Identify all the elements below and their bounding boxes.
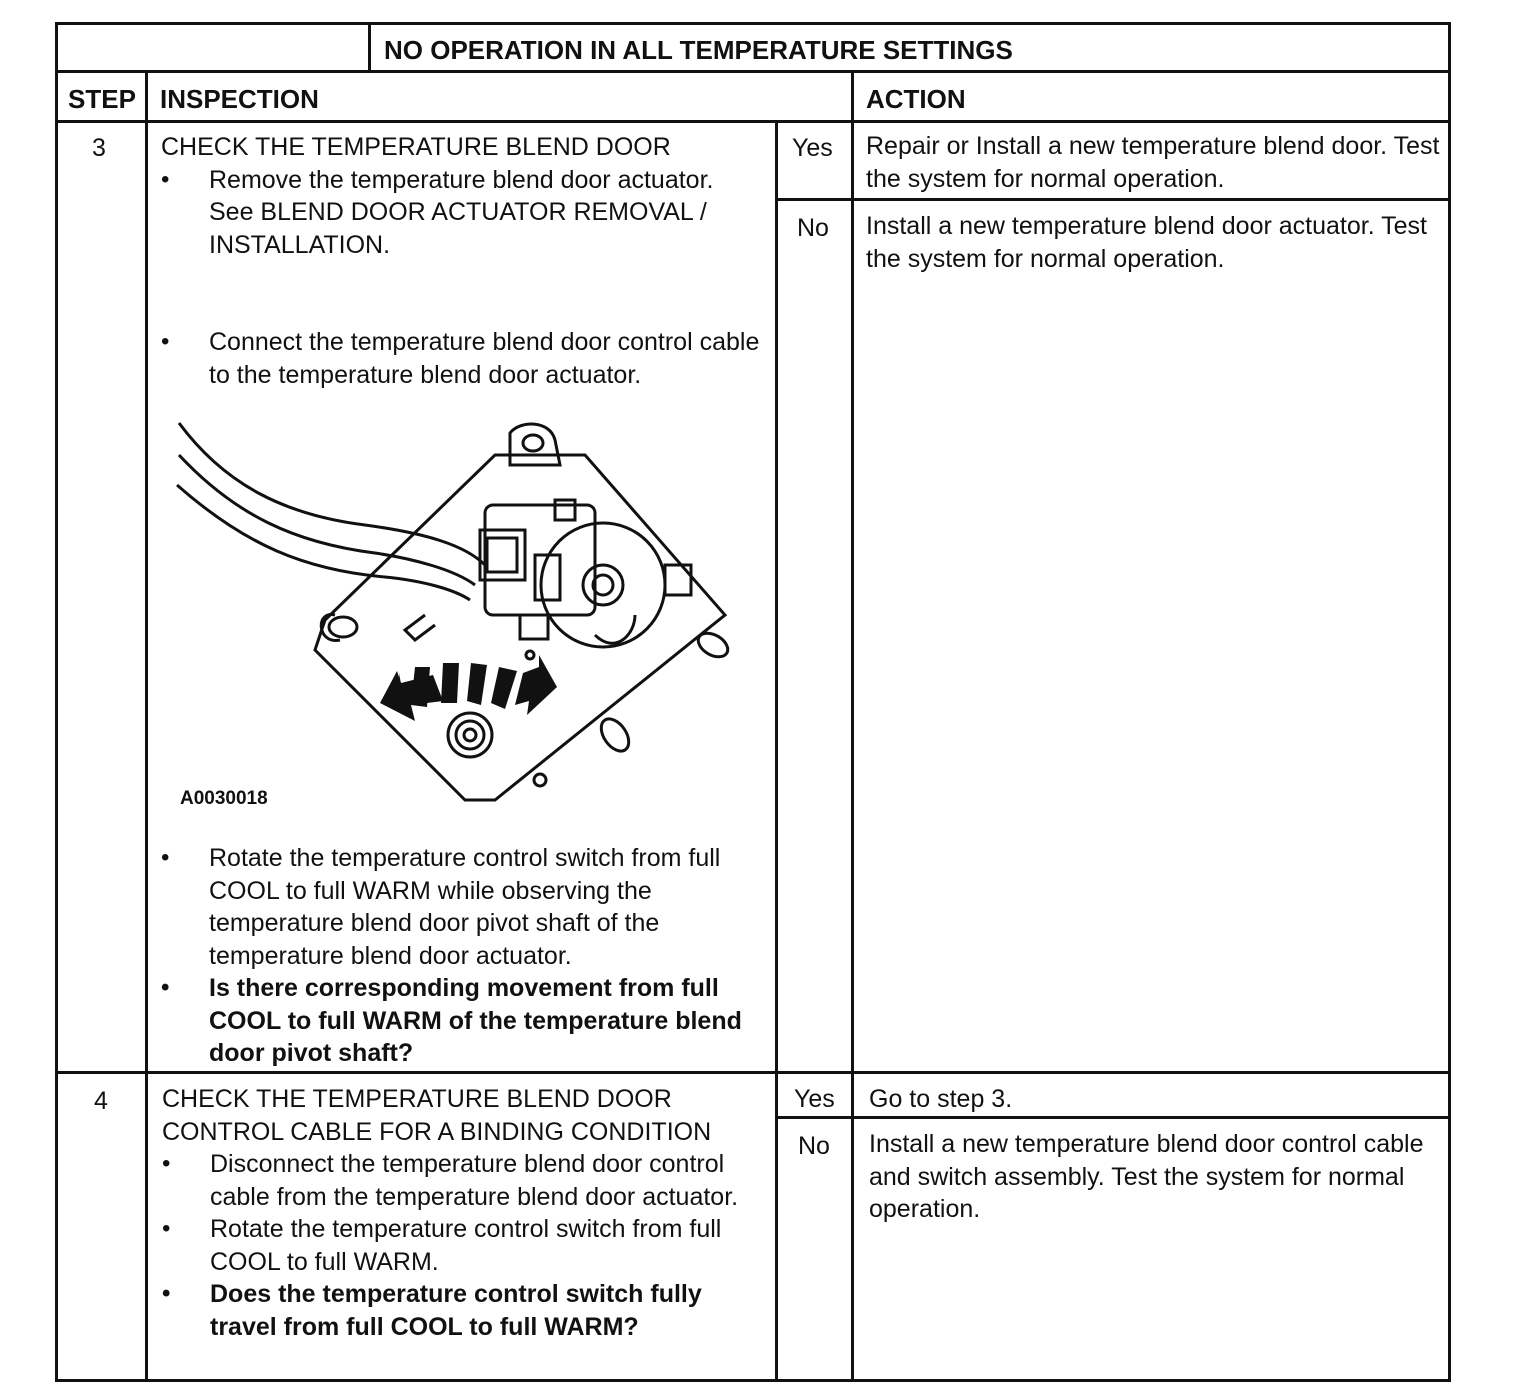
step-header: STEP — [68, 84, 136, 114]
bullet-list — [161, 164, 767, 392]
yes-action: Go to step 3. — [869, 1085, 1013, 1113]
action-column-rule — [851, 70, 854, 1382]
step-heading: CHECK THE TEMPERATURE BLEND DOOR CONTROL CABLE FOR A BINDING CONDITION — [162, 1085, 712, 1146]
yes-no-column-rule — [775, 120, 778, 1382]
step-inspection — [161, 131, 767, 391]
inspection-question: • Is there corresponding movement from full COOL to full WARM of the temperature blend door pivot shaft? — [161, 972, 767, 1070]
table-title: NO OPERATION IN ALL TEMPERATURE SETTINGS — [384, 35, 1013, 65]
blend-door-actuator-illustration — [165, 405, 765, 825]
rotation-arrow-icon — [380, 655, 557, 721]
step4-yes-rule — [775, 1116, 1451, 1119]
title-divider — [368, 22, 371, 72]
figure-label: A0030018 — [180, 788, 268, 809]
no-action: Install a new temperature blend door control cable and switch assembly. Test the system for normal operation. — [869, 1130, 1424, 1223]
bullet-list — [162, 1148, 772, 1343]
no-label: No — [798, 1132, 830, 1160]
step-inspection — [162, 1083, 772, 1343]
step-number: 3 — [92, 134, 106, 162]
action-header: ACTION — [866, 84, 966, 114]
step-column-rule — [145, 70, 148, 1382]
step-number: 4 — [94, 1087, 108, 1115]
yes-label: Yes — [794, 1085, 835, 1113]
title-rule — [55, 70, 1451, 73]
actuator-body-icon — [315, 424, 732, 800]
bullet-item: • Connect the temperature blend door control cable to the temperature blend door actuator. — [161, 326, 767, 391]
no-label: No — [797, 214, 829, 242]
bullet-item: • Rotate the temperature control switch from full COOL to full WARM while observing the temperature blend door pivot shaft of the temperature blend door actuator. — [161, 842, 767, 972]
no-action: Install a new temperature blend door actuator. Test the system for normal operation. — [866, 212, 1427, 273]
yes-action: Repair or Install a new temperature blend door. Test the system for normal operation. — [866, 132, 1440, 193]
step-row-rule — [55, 1071, 1451, 1074]
bullet-item: • Disconnect the temperature blend door control cable from the temperature blend door actuator. — [162, 1148, 772, 1213]
step3-yes-rule — [775, 198, 1451, 201]
bullet-item: • Remove the temperature blend door actuator. See BLEND DOOR ACTUATOR REMOVAL / INSTALLATION. — [161, 164, 729, 262]
bullet-item: • Rotate the temperature control switch from full COOL to full WARM. — [162, 1213, 750, 1278]
inspection-header: INSPECTION — [160, 84, 319, 114]
header-rule — [55, 120, 1451, 123]
inspection-question: • Does the temperature control switch fully travel from full COOL to full WARM? — [162, 1278, 772, 1343]
step-inspection-continued — [161, 842, 767, 1070]
bullet-list — [161, 842, 767, 1070]
yes-label: Yes — [792, 134, 833, 162]
step-heading: CHECK THE TEMPERATURE BLEND DOOR — [161, 133, 671, 161]
